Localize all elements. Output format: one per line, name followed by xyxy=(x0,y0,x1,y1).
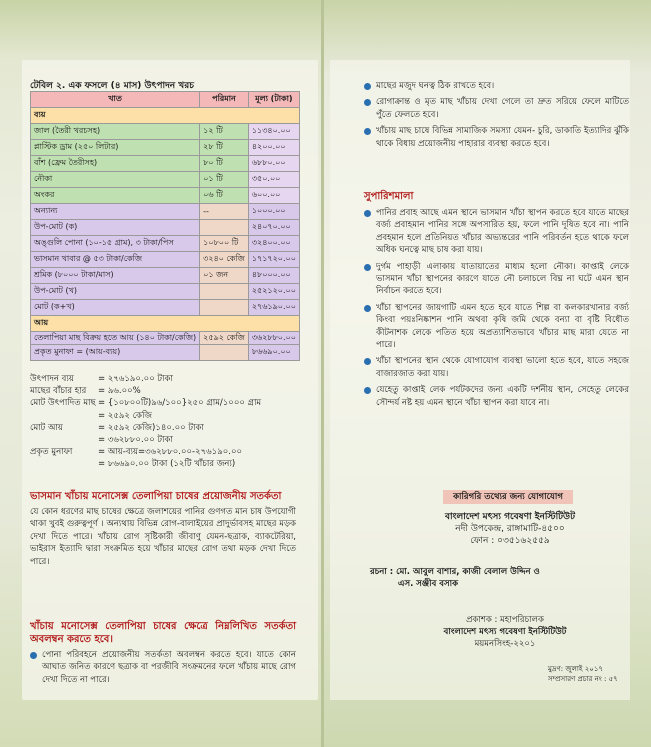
table-row xyxy=(31,268,300,284)
calc-key xyxy=(30,410,98,422)
cell: ৩২৪০ কেজি xyxy=(200,252,249,268)
calc-key: মোট উৎপাদিত মাছ xyxy=(30,398,96,409)
list-item-text: যেহেতু কাপ্তাই লেক পর্যটকদের জন্য একটি দর্শনীয় স্থান, সেহেতু লেকের সৌন্দর্য নষ্ট হয় এমন স্থানে খাঁচা স্থাপন করা যাবে না। xyxy=(376,385,629,408)
calc-value: = ২৫৯২ কেজি)১৪০.০০ টাকা xyxy=(98,422,204,433)
calculation-block xyxy=(30,373,298,471)
print-date: মুদ্রণ: জুলাই ২০১৭ xyxy=(548,665,603,673)
bullet-icon xyxy=(364,210,371,217)
cell: ৮০ টি xyxy=(200,156,249,172)
cell: ৪৮০০০.০০ xyxy=(248,268,299,284)
cell: প্লাস্টিক ড্রাম (২৫০ লিটার) xyxy=(31,140,200,156)
cell: অন্যান্য xyxy=(31,204,200,220)
section-title: সুপারিশমালা xyxy=(364,191,414,202)
cell: প্রকৃত মুনাফা = (আয়-ব্যয়) xyxy=(31,345,200,361)
list-item xyxy=(364,125,629,150)
cell: ২৫২১২০.০০ xyxy=(248,284,299,300)
cell: ৪২০০.০০ xyxy=(248,140,299,156)
publisher-city: ময়মনসিংহ-২২০১ xyxy=(474,639,536,649)
table-row xyxy=(31,140,300,156)
calc-line xyxy=(30,458,298,470)
authors-line2: এস. সঞ্জীব বসাক xyxy=(398,579,459,589)
precaution-bullets-cont xyxy=(364,80,629,154)
bullet-icon xyxy=(364,264,371,271)
calc-key: প্রকৃত মুনাফা xyxy=(30,447,73,458)
publisher-org: বাংলাদেশ মৎস্য গবেষণা ইনস্টিটিউট xyxy=(443,627,567,637)
list-item xyxy=(364,384,629,409)
cell: ১২ টি xyxy=(200,124,249,140)
cell: ১১৩৪০.০০ xyxy=(248,124,299,140)
authors-line1: মো. আবুল বাশার, কাজী বেলাল উদ্দিন ও xyxy=(396,567,540,577)
calc-value: = ৩৬২৮৮০.০০ টাকা xyxy=(98,435,173,446)
bullet-icon xyxy=(364,358,371,365)
cost-table xyxy=(30,91,300,361)
cell xyxy=(200,284,249,300)
list-item xyxy=(30,649,296,686)
calc-line xyxy=(30,410,298,422)
list-item-text: মাছের মজুদ ঘনত্ব ঠিক রাখতে হবে। xyxy=(376,81,495,91)
list-item xyxy=(364,207,629,257)
table-row xyxy=(31,252,300,268)
table-caption: টেবিল ২. এক ফসলে (৪ মাস) উৎপাদন খরচ xyxy=(30,81,195,91)
phone: ফোন : ০৩৫১৬২৫৫৯ xyxy=(470,536,550,546)
cell: ১০৮০০ টি xyxy=(200,236,249,252)
cell: ১৭১৭২০.০০ xyxy=(248,252,299,268)
precaution-list-section xyxy=(30,620,296,690)
extension-number: সম্প্রসারণ প্রচার নং : ৫৭ xyxy=(548,675,618,683)
cell: ০১ জন xyxy=(200,268,249,284)
calc-key: মাছের বাঁচার হার xyxy=(30,386,87,397)
calc-line xyxy=(30,397,298,409)
bullet-icon xyxy=(364,387,371,394)
calc-value: = ৯৬.০০% xyxy=(98,386,141,397)
table-row xyxy=(31,236,300,252)
authors-block xyxy=(370,566,640,590)
cell: শ্রমিক (৮০০০ টাকা/মাস) xyxy=(31,268,200,284)
list-item xyxy=(364,80,629,92)
calc-key xyxy=(30,434,98,446)
table-row xyxy=(31,156,300,172)
calc-line xyxy=(30,422,298,434)
calc-value: = ২৫৯২ কেজি xyxy=(98,410,153,421)
section-title: ভাসমান খাঁচায় মনোসেক্স তেলাপিয়া চাষের প্রয়োজনীয় সতর্কতা xyxy=(30,491,282,502)
list-item-text: খাঁচা স্থাপনের স্থান থেকে যোগাযোগ ব্যবস্থা ভালো হতে হবে, যাতে সহজে বাজারজাত করা যায়। xyxy=(376,356,629,379)
calc-line xyxy=(30,385,298,397)
cell: ২৪০৭০.০০ xyxy=(248,220,299,236)
table-row xyxy=(31,284,300,300)
cell: ৩৬২৮৮০.০০ xyxy=(248,332,299,345)
cell: জাল (তৈরী খরচসহ) xyxy=(31,124,200,140)
table-row xyxy=(31,300,300,316)
section-body: যে কোন ধরণের মাছ চাষের ক্ষেত্রে জলাশয়ের পানির গুণগত মান চাষ উপযোগী থাকা খুবই গুরুত্বপূর্ণ । অন্যথায় বিভিন্ন রোগ-বালাইয়ের প্রাদুর্ভাবসহ মাছের মড়ক দেখা দিতে পারে। খাঁচায় রোগ সৃষ্টিকারী জীবাণু যেমন-ছত্রাক, ব্যাকটেরিয়া, ভাইরাস ইত্যাদি দ্বারা সংক্রমিত হয়ে খাঁচার মাছের রোগ তথা মড়ক দেখা দিতে পারে। xyxy=(30,507,296,567)
cell: উপ-মোট (খ) xyxy=(31,284,200,300)
list-item xyxy=(364,302,629,352)
cell xyxy=(200,345,249,361)
contact-block xyxy=(380,511,640,547)
calc-line xyxy=(30,446,298,458)
precaution-section xyxy=(30,490,296,568)
list-item-text: পোনা পরিবহনে প্রয়োজনীয় সতর্কতা অবলম্বন করতে হবে। যাতে কোন আঘাত জনিত কারণে ছত্রাক বা পরজীবি সংক্রমনের ফলে খাঁচায় মাছে রোগ দেখা দিতে না পারে। xyxy=(42,650,296,685)
table-row xyxy=(31,124,300,140)
calc-value: = ২৭৬১৯০.০০ টাকা xyxy=(98,374,173,384)
cell: অঙ্গুলি পোনা (১০-১৫ গ্রাম), ৩ টাকা/পিস xyxy=(31,236,200,252)
substation: নদী উপকেন্দ্র, রাঙ্গামাটি-৪৫০০ xyxy=(455,524,565,534)
list-item xyxy=(364,96,629,121)
list-item xyxy=(364,261,629,298)
cell: ০১ টি xyxy=(200,172,249,188)
cell: ১০০০.০০ xyxy=(248,204,299,220)
section-expense: ব্যয় xyxy=(31,108,300,124)
calc-value: = {১০৮০০টি)৯৬/১০০}২৫০ গ্রাম/১০০০ গ্রাম xyxy=(98,398,262,409)
cell: ৩২৪০০.০০ xyxy=(248,236,299,252)
print-info xyxy=(548,664,638,684)
list-item-text: পানির প্রবাহ আছে এমন স্থানে ভাসমান খাঁচা স্থাপন করতে হবে যাতে মাছের বর্জ্য প্রবাহমান পানির সঙ্গে অপসারিত হয়, ফলে পানি দূষিত হবে না। পানি প্রবহমান হলে প্রতিনিয়ত খাঁচার অভ্যন্তরের পানি পরিবর্তন হতে থাকে ফলে অধিক ঘনত্বে মাছ চাষ করা যায়। xyxy=(376,208,629,256)
table-row xyxy=(31,188,300,204)
recommendations-section xyxy=(364,190,629,413)
list-item-text: রোগাক্রান্ত ও মৃত মাছ খাঁচায় দেখা গেলে তা দ্রুত সরিয়ে ফেলে মাটিতে পুঁতে ফেলতে হবে। xyxy=(376,97,629,120)
cell: ৬৮৮০.০০ xyxy=(248,156,299,172)
calc-key: উৎপাদন ব্যয় xyxy=(30,374,74,384)
authors-label: রচনা : xyxy=(370,567,394,577)
table-row xyxy=(31,220,300,236)
section-title: খাঁচায় মনোসেক্স তেলাপিয়া চাষের ক্ষেত্রে নিম্নলিখিত সতর্কতা অবলম্বন করতে হবে। xyxy=(30,621,296,645)
cell: নৌকা xyxy=(31,172,200,188)
calc-value: = আয়-ব্যয়=৩৬২৮৮০.০০-২৭৬১৯০.০০ xyxy=(98,447,242,458)
header-item: খাত xyxy=(31,92,200,108)
calc-line xyxy=(30,373,298,385)
cell xyxy=(200,220,249,236)
cell: ২৭৬১৯০.০০ xyxy=(248,300,299,316)
bullet-icon xyxy=(364,305,371,312)
cell: -- xyxy=(200,204,249,220)
cell: তেলাপিয়া মাছ বিক্রয় হতে আয় (১৪০ টাকা/কেজি) xyxy=(31,332,200,345)
table-row xyxy=(31,172,300,188)
cell xyxy=(200,300,249,316)
table-header-row xyxy=(31,92,300,108)
calc-key xyxy=(30,458,98,470)
cell: অংকর xyxy=(31,188,200,204)
cell: ২৫৯২ কেজি xyxy=(200,332,249,345)
institute-name: বাংলাদেশ মৎস্য গবেষণা ইনস্টিটিউট xyxy=(445,512,575,522)
publisher-label: প্রকাশক : মহাপরিচালক xyxy=(466,615,544,625)
calc-key: মোট আয় xyxy=(30,422,63,433)
list-item xyxy=(364,355,629,380)
table-row xyxy=(31,204,300,220)
cell: মোট (ক+খ) xyxy=(31,300,200,316)
cell: ৬০০.০০ xyxy=(248,188,299,204)
bullet-icon xyxy=(364,83,371,90)
cell: ভাসমান খাবার @ ৫৩ টাকা/কেজি xyxy=(31,252,200,268)
cell: বাঁশ (ফ্রেম তৈরীসহ) xyxy=(31,156,200,172)
list-item-text: খাঁচা স্থাপনের জায়গাটি এমন হতে হবে যাতে শিল্প বা কলকারখানার বর্জ্য কিংবা পয়ঃনিষ্কাশন পানি অথবা কৃষি জমি থেকে বন্যা বা বৃষ্টি বিধৌত কীটনাশক লেকে পতিত হয়ে অপ্রত্যাশিতভাবে খাঁচার মাছ মারা যেতে না পারে। xyxy=(376,302,629,351)
header-qty: পরিমান xyxy=(200,92,249,108)
cell: ৩৫০.০০ xyxy=(248,172,299,188)
bullet-icon xyxy=(30,652,37,659)
list-item-text: খাঁচায় মাছ চাষে বিভিন্ন সামাজিক সমস্যা যেমন- চুরি, ডাকাতি ইত্যাদির ঝুঁকি থাকে বিধায় প্রয়োজনীয় পাহারার ব্যবস্থা করতে হবে। xyxy=(376,126,629,149)
cell: উপ-মোট (ক) xyxy=(31,220,200,236)
list-item-text: দুর্গম পাহাড়ী এলাকায় যাতায়াতের মাধ্যম হলো নৌকা। কাপ্তাই লেকে ভাসমান খাঁচা স্থাপনের কারণে যাতে নৌ চলাচলে বিঘ্ন না ঘটে এমন স্থান নির্বাচন করতে হবে। xyxy=(376,261,629,297)
calc-value: = ৮৬৬৯০.০০ টাকা (১২টি খাঁচার জন্য) xyxy=(98,459,236,470)
bullet-icon xyxy=(364,99,371,106)
table-row xyxy=(31,345,300,361)
bullet-icon xyxy=(364,128,371,135)
table-row xyxy=(31,332,300,345)
header-price: মূল্য (টাকা) xyxy=(248,92,299,108)
section-income: আয় xyxy=(31,316,300,332)
calc-line xyxy=(30,434,298,446)
cell: ২৮ টি xyxy=(200,140,249,156)
contact-banner: কারিগরি তথ্যের জন্য যোগাযোগ xyxy=(443,490,573,504)
publisher-block xyxy=(400,614,610,650)
cell: ০৬ টি xyxy=(200,188,249,204)
cell: ৮৬৬৯০.০০ xyxy=(248,345,299,361)
